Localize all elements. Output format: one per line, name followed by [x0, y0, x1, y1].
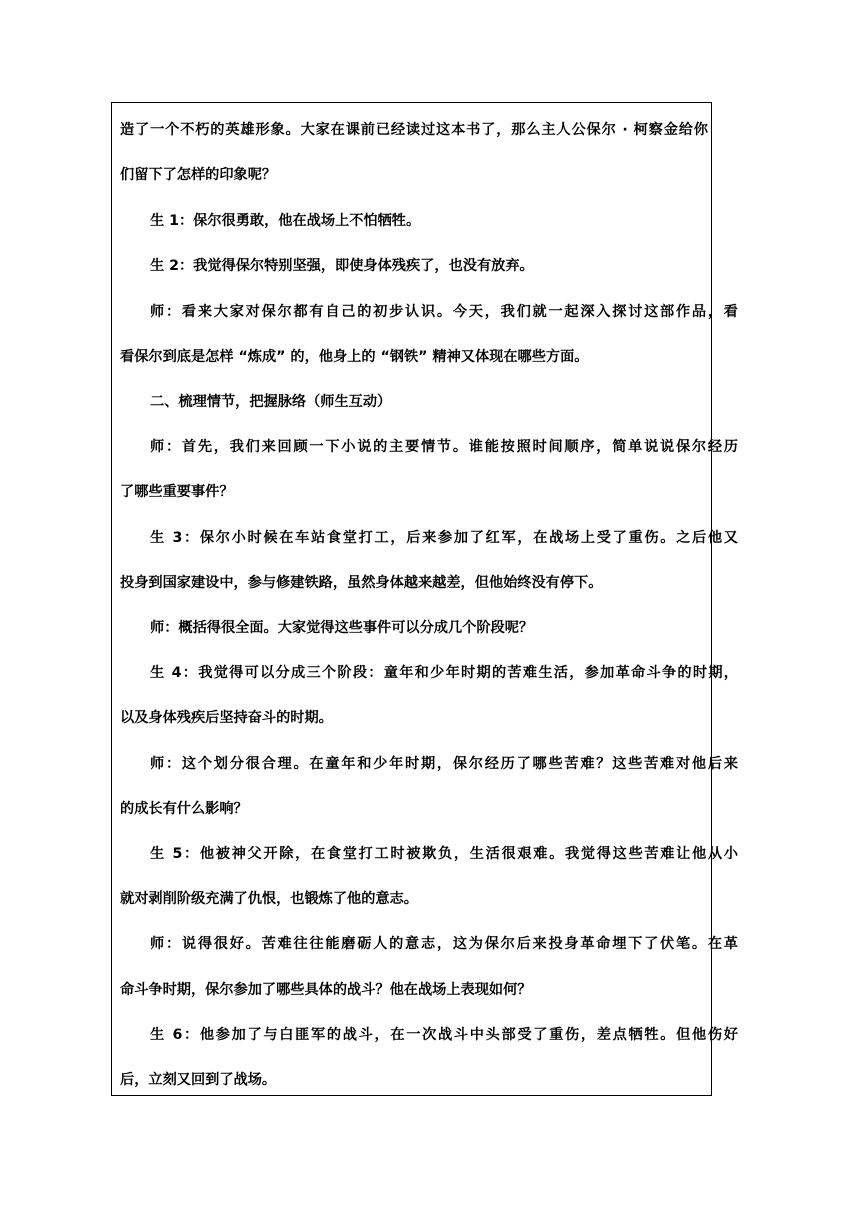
text-line: 生 5：他被神父开除，在食堂打工时被欺负，生活很艰难。我觉得这些苦难让他从小	[150, 846, 738, 862]
text-line: 生 2：我觉得保尔特别坚强，即使身体残疾了，也没有放弃。	[150, 258, 534, 274]
text-line: 以及身体残疾后坚持奋斗的时期。	[120, 710, 333, 726]
text-line: 看保尔到底是怎样 “炼成” 的，他身上的 “钢铁” 精神又体现在哪些方面。	[120, 349, 589, 365]
text-line: 生 3：保尔小时候在车站食堂打工，后来参加了红军，在战场上受了重伤。之后他又	[150, 530, 738, 546]
section-heading: 二、梳理情节，把握脉络（师生互动）	[150, 394, 392, 410]
text-line: 的成长有什么影响？	[120, 801, 248, 817]
text-line: 们留下了怎样的印象呢？	[120, 167, 277, 183]
text-line: 师：看来大家对保尔都有自己的初步认识。今天，我们就一起深入探讨这部作品，看	[150, 304, 738, 320]
text-line: 师：说得很好。苦难往往能磨砺人的意志，这为保尔后来投身革命埋下了伏笔。在革	[150, 936, 738, 952]
text-line: 生 6：他参加了与白匪军的战斗，在一次战斗中头部受了重伤，差点牺牲。但他伤好	[150, 1027, 738, 1043]
text-line: 师：概括得很全面。大家觉得这些事件可以分成几个阶段呢？	[150, 620, 534, 636]
text-line: 生 1：保尔很勇敢，他在战场上不怕牺牲。	[150, 213, 421, 229]
text-line: 后，立刻又回到了战场。	[120, 1072, 277, 1088]
text-line: 造了一个不朽的英雄形象。大家在课前已经读过这本书了，那么主人公保尔 · 柯察金给你	[120, 122, 708, 138]
text-line: 师：首先，我们来回顾一下小说的主要情节。谁能按照时间顺序，简单说说保尔经历	[150, 439, 738, 455]
text-line: 了哪些重要事件？	[120, 484, 234, 500]
text-line: 师：这个划分很合理。在童年和少年时期，保尔经历了哪些苦难？这些苦难对他后来	[150, 756, 738, 772]
text-line: 生 4：我觉得可以分成三个阶段：童年和少年时期的苦难生活，参加革命斗争的时期，	[150, 665, 738, 681]
text-line: 就对剥削阶级充满了仇恨，也锻炼了他的意志。	[120, 891, 418, 907]
text-line: 投身到国家建设中，参与修建铁路，虽然身体越来越差，但他始终没有停下。	[120, 575, 603, 591]
lesson-table-cell	[111, 102, 738, 1096]
text-line: 命斗争时期，保尔参加了哪些具体的战斗？他在战场上表现如何？	[120, 982, 532, 998]
